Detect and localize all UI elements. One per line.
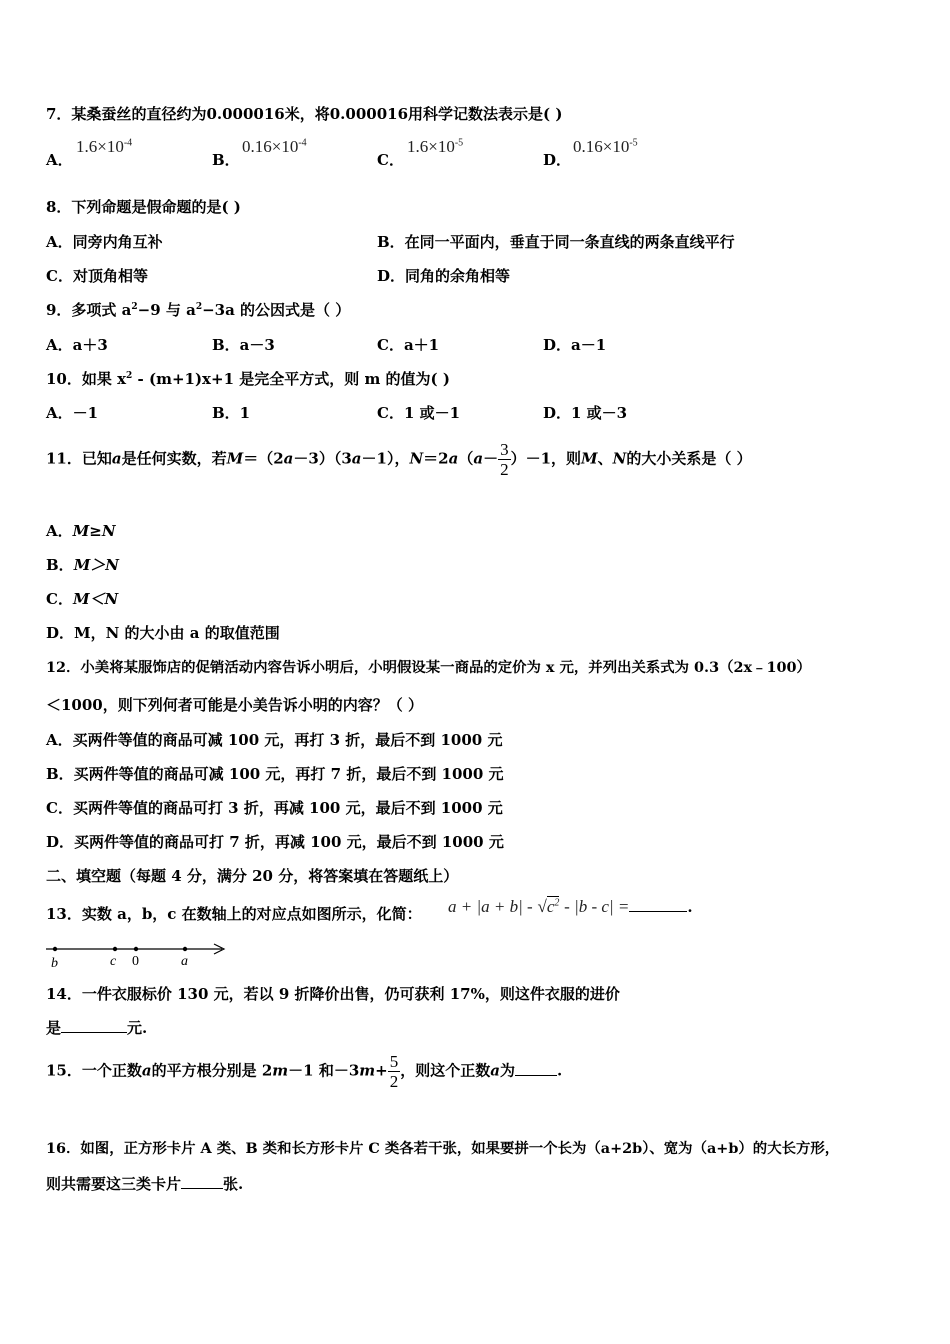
q13-expr-c: c xyxy=(546,897,555,916)
q11-var-M: M xyxy=(226,449,244,468)
q16-stem-line2 xyxy=(46,1173,243,1194)
number-line xyxy=(44,940,230,970)
q15-fraction xyxy=(388,1052,401,1091)
q11-option-a-label: A． xyxy=(46,522,73,540)
q15-end: . xyxy=(556,1061,563,1080)
q7-option-a-exp: -4 xyxy=(123,137,133,149)
q13-expr-part2: - |b - c| = xyxy=(564,897,630,916)
q10-sup: 2 xyxy=(126,371,133,381)
q7-option-b-base: 0.16×10 xyxy=(242,137,299,156)
point-c xyxy=(113,947,117,951)
q7-stem: 7．某桑蚕丝的直径约为0.000016米，将0.000016用科学记数法表示是( ) xyxy=(46,105,563,123)
q10-option-c: C．1 或－1 xyxy=(377,404,461,422)
q13-expression xyxy=(448,897,693,917)
q15-text-5: ，则这个正数 xyxy=(400,1061,491,1080)
q15-text-6: 为 xyxy=(499,1061,515,1080)
q7-option-d-exp: -5 xyxy=(629,137,638,149)
q9-sup-2: 2 xyxy=(195,302,203,312)
q7-option-d-label: D． xyxy=(543,151,572,169)
section-2-heading: 二、填空题（每题 4 分，满分 20 分，将答案填在答题纸上） xyxy=(46,867,459,885)
q7-option-a-label: A． xyxy=(46,151,73,169)
point-zero xyxy=(134,947,138,951)
q11-var-a-3: a xyxy=(351,449,362,468)
q11-text-5: －1）， xyxy=(361,449,410,468)
q7-option-d-base: 0.16×10 xyxy=(573,137,630,156)
q11-fraction xyxy=(498,440,511,479)
q11-stem xyxy=(46,440,752,479)
q11-var-a-1: a xyxy=(111,449,122,468)
q11-text-6: ＝2 xyxy=(423,449,449,468)
q11-option-d xyxy=(46,622,280,643)
q15-var-a: a xyxy=(141,1061,152,1080)
q10-stem-part2: - (m+1)x+1 是完全平方式，则 m 的值为( ) xyxy=(132,370,450,388)
q12-option-b: B．买两件等值的商品可减 100 元，再打 7 折，最后不到 1000 元 xyxy=(46,765,504,783)
q11-text-4: －3）（3 xyxy=(293,449,352,468)
q16-line2-start: 则共需要这三类卡片 xyxy=(46,1175,182,1193)
q16-stem-line1: 16．如图，正方形卡片 A 类、B 类和长方形卡片 C 类各若干张，如果要拼一个长为（a+2b）、宽为（a+b）的大长方形， xyxy=(46,1140,840,1157)
q15-var-m: m xyxy=(272,1061,289,1080)
q14-line2-start: 是 xyxy=(46,1019,62,1037)
q12-option-d: D．买两件等值的商品可打 7 折，再减 100 元，最后不到 1000 元 xyxy=(46,833,504,851)
label-c: c xyxy=(110,954,117,969)
q11-var-a-5: a xyxy=(473,449,484,468)
q15-text-4: + xyxy=(375,1061,388,1080)
q11-var-M-2: M xyxy=(581,449,598,468)
q9-stem-part3: −3a 的公因式是（ ） xyxy=(202,301,351,319)
q11-var-N: N xyxy=(409,449,424,468)
q12-option-a: A．买两件等值的商品可减 100 元，再打 3 折，最后不到 1000 元 xyxy=(46,731,503,749)
q11-text-8: － xyxy=(483,449,499,468)
q10-option-a: A．－1 xyxy=(46,404,99,422)
q11-option-b-text: M＞N xyxy=(73,556,120,574)
q11-text-11: 的大小关系是（ ） xyxy=(626,449,752,468)
q15-answer-blank[interactable] xyxy=(515,1075,557,1076)
point-a xyxy=(183,947,187,951)
q14-stem-line2 xyxy=(46,1017,147,1038)
q16-answer-blank[interactable] xyxy=(181,1188,223,1189)
q11-option-c-text: M＜N xyxy=(72,590,119,608)
q11-option-d-text: M，N 的大小由 a 的取值范围 xyxy=(74,624,280,642)
q14-line2-end: 元. xyxy=(127,1019,148,1037)
sqrt-icon: √ xyxy=(537,897,547,916)
q7-option-a-base: 1.6×10 xyxy=(76,137,124,156)
q7-option-c-base: 1.6×10 xyxy=(407,137,455,156)
q12-option-c: C．买两件等值的商品可打 3 折，再减 100 元，最后不到 1000 元 xyxy=(46,799,503,817)
q15-stem xyxy=(46,1052,562,1091)
q7-option-c-exp: -5 xyxy=(454,137,464,149)
q9-stem-part2: −9 与 a xyxy=(137,301,196,319)
q11-var-N-2: N xyxy=(612,449,627,468)
q7-option-c-label: C． xyxy=(377,151,404,169)
label-a: a xyxy=(181,954,188,969)
q11-text-7: （ xyxy=(458,449,474,468)
q8-option-d: D．同角的余角相等 xyxy=(377,267,511,285)
q11-option-b xyxy=(46,554,119,575)
q9-option-a: A．a＋3 xyxy=(46,336,108,354)
q9-stem-part1: 9．多项式 a xyxy=(46,301,132,319)
label-b: b xyxy=(51,956,58,970)
q15-text-2: 的平方根分别是 2 xyxy=(151,1061,273,1080)
q11-text-2: 是任何实数，若 xyxy=(121,449,227,468)
q8-stem: 8．下列命题是假命题的是( ) xyxy=(46,198,241,216)
q11-var-a-2: a xyxy=(283,449,294,468)
q15-text-1: 15．一个正数 xyxy=(46,1061,142,1080)
q7-option-b-exp: -4 xyxy=(298,137,307,149)
q13-expr-part1: a + |a + b| - xyxy=(448,897,533,916)
q12-stem-line1: 12．小美将某服饰店的促销活动内容告诉小明后，小明假设某一商品的定价为 x 元，并列出关系式为 0.3（2x﹣100） xyxy=(46,659,811,676)
q11-option-b-label: B． xyxy=(46,556,74,574)
q13-sqrt-radicand xyxy=(547,896,560,916)
q11-text-1: 11．已知 xyxy=(46,449,112,468)
q11-var-a-4: a xyxy=(448,449,459,468)
q11-frac-num: 3 xyxy=(500,440,509,459)
q15-text-3: －1 和－3 xyxy=(288,1061,360,1080)
label-zero: 0 xyxy=(132,954,139,969)
q9-option-c: C．a＋1 xyxy=(377,336,440,354)
q16-line2-end: 张. xyxy=(223,1175,244,1193)
q11-option-c xyxy=(46,588,118,609)
q10-stem xyxy=(46,368,450,389)
q11-text-3: ＝（2 xyxy=(243,449,284,468)
q8-option-a: A．同旁内角互补 xyxy=(46,233,163,251)
q13-expr-sup: 2 xyxy=(554,897,560,909)
q13-end: . xyxy=(687,898,693,916)
q9-stem xyxy=(46,299,350,320)
q13-answer-blank[interactable] xyxy=(629,911,687,912)
q11-text-10: 、 xyxy=(597,449,613,468)
q11-option-a xyxy=(46,520,116,541)
q15-var-m-2: m xyxy=(359,1061,376,1080)
q15-var-a-2: a xyxy=(490,1061,500,1080)
q9-option-d: D．a－1 xyxy=(543,336,607,354)
q9-option-b: B．a－3 xyxy=(212,336,275,354)
q7-option-b-label: B． xyxy=(212,151,240,169)
q8-option-b: B．在同一平面内，垂直于同一条直线的两条直线平行 xyxy=(377,233,735,251)
q13-stem: 13．实数 a，b，c 在数轴上的对应点如图所示，化简： xyxy=(46,905,422,923)
q10-stem-part1: 10．如果 x xyxy=(46,370,127,388)
q11-option-d-label: D． xyxy=(46,624,75,642)
q8-option-c: C．对顶角相等 xyxy=(46,267,148,285)
q10-option-d: D．1 或－3 xyxy=(543,404,628,422)
q11-frac-den: 2 xyxy=(500,460,509,479)
q11-option-a-text: M≥N xyxy=(72,522,116,540)
q10-option-b: B．1 xyxy=(212,404,251,422)
q11-option-c-label: C． xyxy=(46,590,73,608)
point-b xyxy=(53,947,57,951)
q11-text-9: ）－1，则 xyxy=(510,449,582,468)
q15-frac-num: 5 xyxy=(389,1052,399,1071)
q9-sup-1: 2 xyxy=(131,302,138,312)
q15-frac-den: 2 xyxy=(389,1072,399,1091)
q14-answer-blank[interactable] xyxy=(61,1032,127,1033)
q12-stem-line2: ＜1000，则下列何者可能是小美告诉小明的内容？（ ） xyxy=(46,696,423,714)
q14-stem-line1: 14．一件衣服标价 130 元，若以 9 折降价出售，仍可获利 17%，则这件衣服的进价 xyxy=(46,985,620,1003)
